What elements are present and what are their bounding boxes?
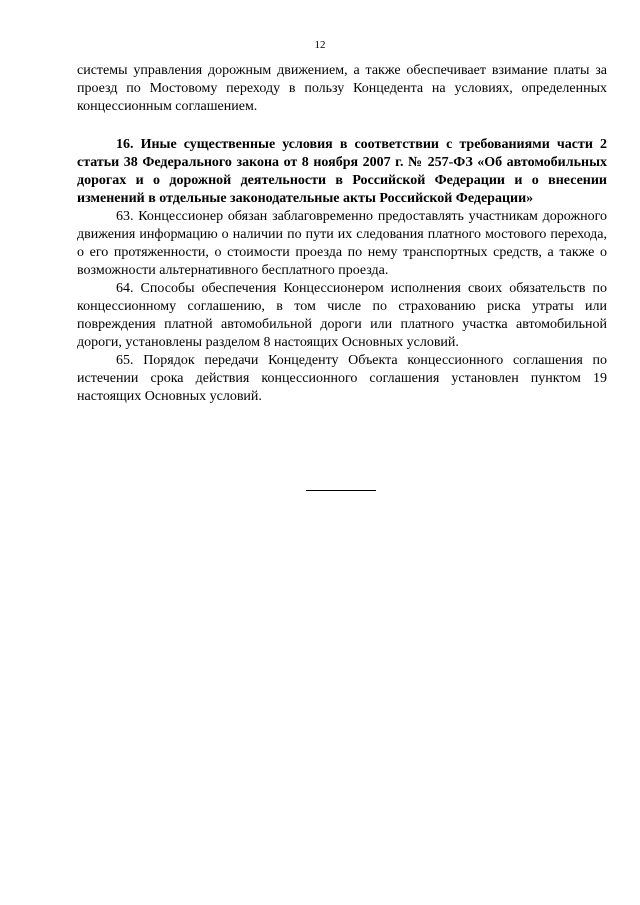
clause-64: 64. Способы обеспечения Концессионером исполнения своих обязательств по концессионному соглашению, в том числе по страхованию риска утраты или повреждения платной автомобильной дороги или платного участка автомобильной дороги, установлены разделом 8 настоящих Основных условий. [77, 281, 607, 350]
page-number: 12 [314, 39, 326, 51]
clause-65: 65. Порядок передачи Концеденту Объекта концессионного соглашения по истечении срока действия концессионного соглашения установлен пунктом 19 настоящих Основных условий. [77, 353, 607, 404]
end-separator-line [306, 490, 376, 491]
intro-paragraph: системы управления дорожным движением, а также обеспечивает взимание платы за проезд по Мостовому переходу в пользу Концедента на условиях, определенных концессионным соглашением. [77, 63, 607, 114]
clause-63: 63. Концессионер обязан заблаговременно предоставлять участникам дорожного движения информацию о наличии по пути их следования платного мостового перехода, о его протяженности, о стоимости проезда по нему транспортных средств, а также о возможности альтернативного бесплатного проезда. [77, 209, 607, 278]
section-heading: 16. Иные существенные условия в соответствии с требованиями части 2 статьи 38 Федерального закона от 8 ноября 2007 г. № 257-ФЗ «Об автомобильных дорогах и о дорожной деятельности в Российской Федерации и о внесении изменений в отдельные законодательные акты Российской Федерации» [77, 137, 607, 206]
document-body [77, 62, 607, 406]
